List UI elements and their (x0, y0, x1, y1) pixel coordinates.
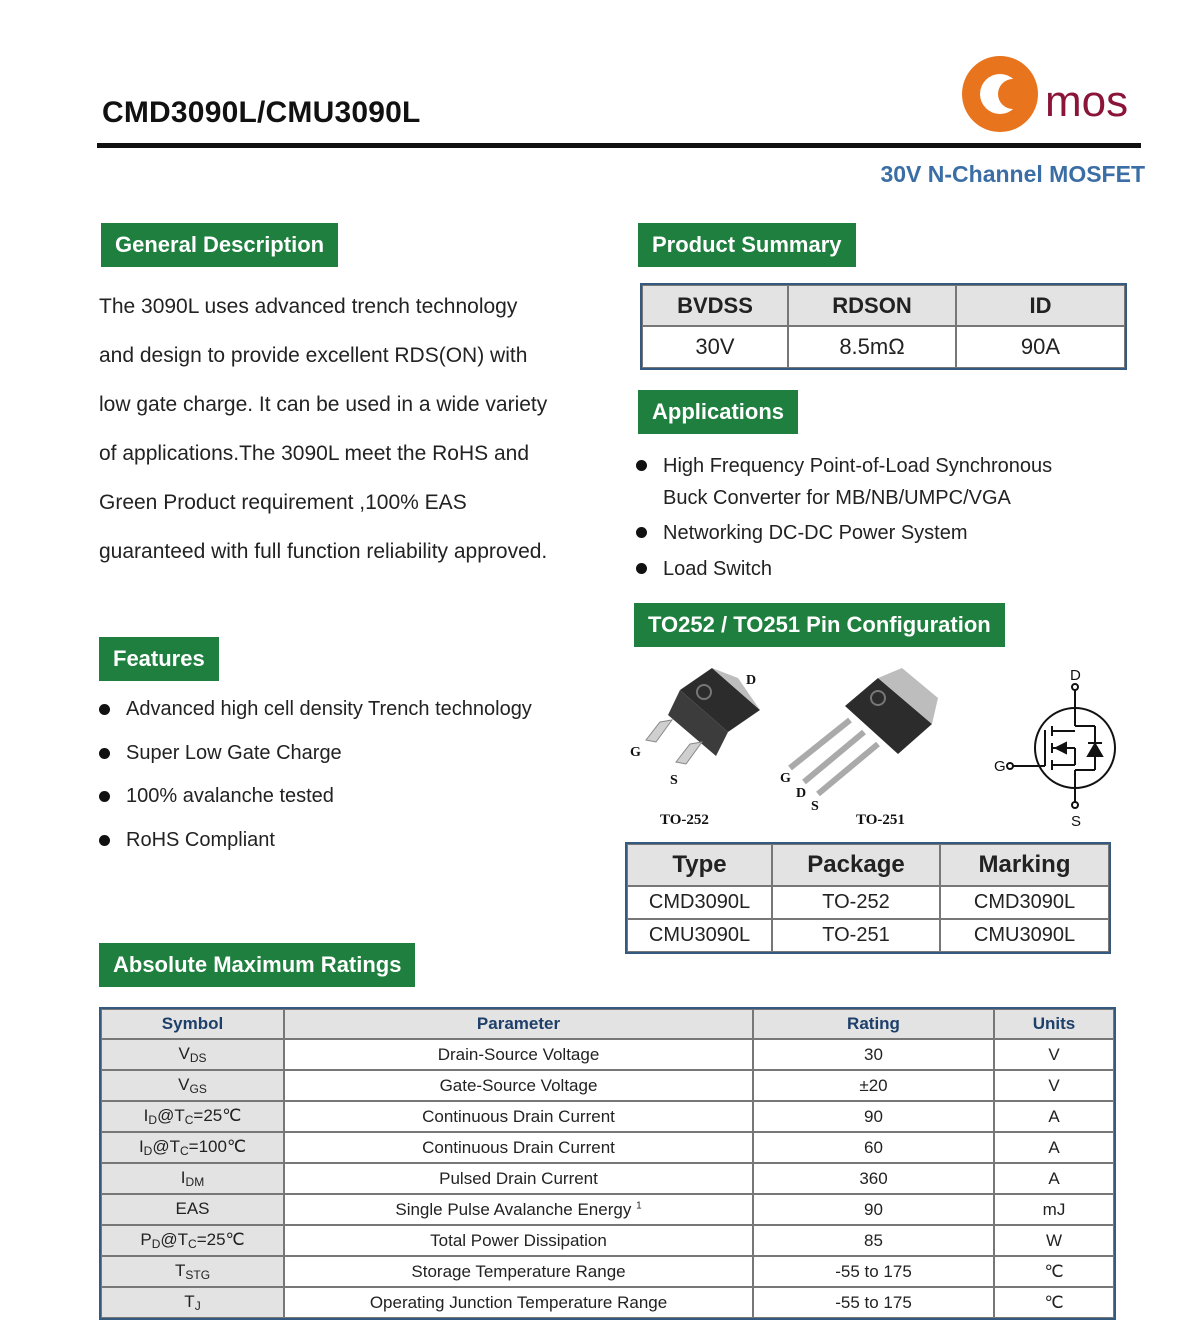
symbol-pin-d: D (1070, 667, 1081, 684)
table-row (101, 1194, 1114, 1225)
rating-cell: 90 (753, 1101, 994, 1132)
package-cell: TO-252 (772, 886, 940, 919)
symbol-subscript: D (143, 1144, 153, 1158)
application-item: Load Switch (663, 558, 772, 580)
package-cell: CMU3090L (940, 919, 1109, 952)
symbol-base: V (178, 1075, 190, 1094)
pin-config-heading: TO252 / TO251 Pin Configuration (634, 603, 1005, 647)
product-summary-table (640, 283, 1127, 370)
symbol-cell (101, 1101, 284, 1132)
list-item (636, 450, 1156, 514)
bullet-icon (99, 748, 110, 759)
table-row (627, 886, 1109, 919)
description-line: The 3090L uses advanced trench technology (99, 295, 518, 318)
units-cell: A (994, 1132, 1114, 1163)
feature-item: Super Low Gate Charge (126, 742, 342, 764)
footnote-ref: 1 (636, 1199, 642, 1211)
list-item (99, 826, 599, 854)
parameter-text: Pulsed Drain Current (439, 1168, 598, 1188)
symbol-cell (101, 1194, 284, 1225)
package-cell: CMU3090L (627, 919, 772, 952)
rating-cell: 60 (753, 1132, 994, 1163)
product-summary-heading: Product Summary (638, 223, 856, 267)
rating-cell: ±20 (753, 1070, 994, 1101)
parameter-cell (284, 1070, 753, 1101)
table-row (101, 1287, 1114, 1318)
units-cell: W (994, 1225, 1114, 1256)
list-item (99, 782, 599, 810)
application-item-continued: Buck Converter for MB/NB/UMPC/VGA (663, 487, 1011, 509)
applications-list (636, 450, 1156, 585)
to252-package-icon (646, 668, 760, 764)
to251-pin-g: G (780, 771, 791, 786)
general-description-heading: General Description (101, 223, 338, 267)
bullet-icon (636, 460, 647, 471)
to251-label: TO-251 (856, 812, 905, 828)
description-line: and design to provide excellent RDS(ON) with (99, 344, 528, 367)
pin-configuration-figure (620, 660, 1140, 835)
symbol-base: T (174, 1261, 186, 1280)
feature-item: 100% avalanche tested (126, 785, 334, 807)
bullet-icon (99, 704, 110, 715)
parameter-cell (284, 1132, 753, 1163)
symbol-subscript: C (188, 1237, 197, 1251)
parameter-cell (284, 1101, 753, 1132)
application-item: Networking DC-DC Power System (663, 522, 968, 544)
parameter-cell (284, 1039, 753, 1070)
symbol-cell (101, 1132, 284, 1163)
package-cell: TO-251 (772, 919, 940, 952)
nmos-symbol-icon (1007, 684, 1115, 808)
symbol-cell (101, 1163, 284, 1194)
summary-header-cell: RDSON (788, 285, 956, 326)
units-cell: V (994, 1070, 1114, 1101)
feature-item: RoHS Compliant (126, 829, 275, 851)
rating-cell: 90 (753, 1194, 994, 1225)
rating-cell: 30 (753, 1039, 994, 1070)
features-heading: Features (99, 637, 219, 681)
applications-heading: Applications (638, 390, 798, 434)
symbol-base: I (180, 1168, 186, 1187)
units-cell: mJ (994, 1194, 1114, 1225)
ratings-header-cell: Parameter (284, 1009, 753, 1039)
symbol-condition: =25℃ (196, 1230, 245, 1249)
symbol-base: T (184, 1292, 195, 1311)
units-cell: A (994, 1163, 1114, 1194)
parameter-text: Continuous Drain Current (422, 1106, 615, 1126)
symbol-base: EAS (175, 1199, 210, 1218)
to252-pin-d: D (746, 673, 757, 688)
units-cell: A (994, 1101, 1114, 1132)
absolute-max-ratings-table (99, 1007, 1116, 1320)
rating-cell: -55 to 175 (753, 1287, 994, 1318)
symbol-condition: @T (152, 1137, 180, 1156)
ratings-header-cell: Units (994, 1009, 1114, 1039)
package-header-cell: Type (627, 844, 772, 886)
units-cell: ℃ (994, 1256, 1114, 1287)
table-row (101, 1101, 1114, 1132)
rating-cell: 85 (753, 1225, 994, 1256)
ratings-heading: Absolute Maximum Ratings (99, 943, 415, 987)
symbol-subscript: DM (185, 1175, 205, 1189)
parameter-cell (284, 1256, 753, 1287)
symbol-cell (101, 1225, 284, 1256)
symbol-subscript: D (148, 1113, 158, 1127)
package-header-cell: Package (772, 844, 940, 886)
symbol-condition: @T (157, 1106, 185, 1125)
to251-package-icon (790, 668, 938, 794)
symbol-subscript: DS (189, 1051, 207, 1065)
symbol-cell (101, 1039, 284, 1070)
ratings-header-cell: Rating (753, 1009, 994, 1039)
features-list (99, 695, 599, 854)
symbol-base: V (178, 1044, 190, 1063)
description-line: Green Product requirement ,100% EAS (99, 491, 467, 514)
symbol-pin-s: S (1071, 813, 1082, 830)
symbol-subscript: GS (189, 1082, 207, 1096)
symbol-cell (101, 1070, 284, 1101)
symbol-subscript: C (180, 1144, 189, 1158)
parameter-text: Drain-Source Voltage (437, 1044, 600, 1064)
bullet-icon (636, 563, 647, 574)
symbol-base: P (140, 1230, 152, 1249)
to252-pin-g: G (630, 745, 641, 760)
table-row (101, 1132, 1114, 1163)
bullet-icon (636, 527, 647, 538)
header-rule (97, 143, 1141, 148)
table-row (101, 1225, 1114, 1256)
table-row (101, 1163, 1114, 1194)
summary-value-cell: 30V (642, 326, 788, 368)
list-item (99, 695, 599, 723)
parameter-text: Operating Junction Temperature Range (369, 1292, 668, 1312)
to251-pin-s: S (811, 799, 819, 814)
parameter-cell (284, 1287, 753, 1318)
page-subtitle: 30V N-Channel MOSFET (880, 161, 1145, 187)
summary-header-cell: BVDSS (642, 285, 788, 326)
parameter-text: Single Pulse Avalanche Energy (395, 1199, 632, 1219)
parameter-cell (284, 1163, 753, 1194)
bullet-icon (99, 791, 110, 802)
parameter-text: Storage Temperature Range (411, 1261, 626, 1281)
parameter-text: Total Power Dissipation (430, 1230, 607, 1250)
logo-text: mos (1045, 77, 1129, 126)
symbol-subscript: C (184, 1113, 194, 1127)
symbol-pin-g: G (994, 758, 1006, 775)
page-title: CMD3090L/CMU3090L (102, 96, 421, 129)
cmos-logo (958, 50, 1138, 136)
table-row (101, 1039, 1114, 1070)
table-row (101, 1256, 1114, 1287)
parameter-text: Continuous Drain Current (422, 1137, 615, 1157)
summary-header-cell: ID (956, 285, 1125, 326)
summary-value-cell: 8.5mΩ (788, 326, 956, 368)
package-header-cell: Marking (940, 844, 1109, 886)
symbol-cell (101, 1287, 284, 1318)
units-cell: ℃ (994, 1287, 1114, 1318)
units-cell: V (994, 1039, 1114, 1070)
package-cell: CMD3090L (940, 886, 1109, 919)
symbol-cell (101, 1256, 284, 1287)
table-row (627, 919, 1109, 952)
bullet-icon (99, 835, 110, 846)
table-row (101, 1070, 1114, 1101)
package-cell: CMD3090L (627, 886, 772, 919)
list-item (636, 517, 1156, 549)
description-line: low gate charge. It can be used in a wide variety (99, 393, 548, 416)
symbol-condition: =100℃ (188, 1137, 247, 1156)
symbol-base: I (138, 1137, 144, 1156)
parameter-cell (284, 1225, 753, 1256)
symbol-subscript: J (194, 1299, 201, 1313)
rating-cell: -55 to 175 (753, 1256, 994, 1287)
to252-pin-s: S (670, 773, 678, 788)
parameter-cell (284, 1194, 753, 1225)
symbol-subscript: STG (185, 1268, 211, 1282)
summary-value-cell: 90A (956, 326, 1125, 368)
rating-cell: 360 (753, 1163, 994, 1194)
package-marking-table (625, 842, 1111, 954)
description-line: guaranteed with full function reliability approved. (99, 540, 548, 563)
feature-item: Advanced high cell density Trench technology (126, 698, 532, 720)
symbol-subscript: D (151, 1237, 161, 1251)
list-item (99, 739, 599, 767)
application-item: High Frequency Point-of-Load Synchronous (663, 455, 1053, 477)
list-item (636, 553, 1156, 585)
ratings-header-cell: Symbol (101, 1009, 284, 1039)
parameter-text: Gate-Source Voltage (439, 1075, 598, 1095)
symbol-condition: @T (160, 1230, 189, 1249)
to251-pin-d: D (796, 786, 807, 801)
description-line: of applications.The 3090L meet the RoHS and (99, 442, 529, 465)
symbol-base: I (143, 1106, 149, 1125)
symbol-condition: =25℃ (193, 1106, 242, 1125)
general-description-text (99, 282, 599, 576)
to252-label: TO-252 (660, 812, 709, 828)
